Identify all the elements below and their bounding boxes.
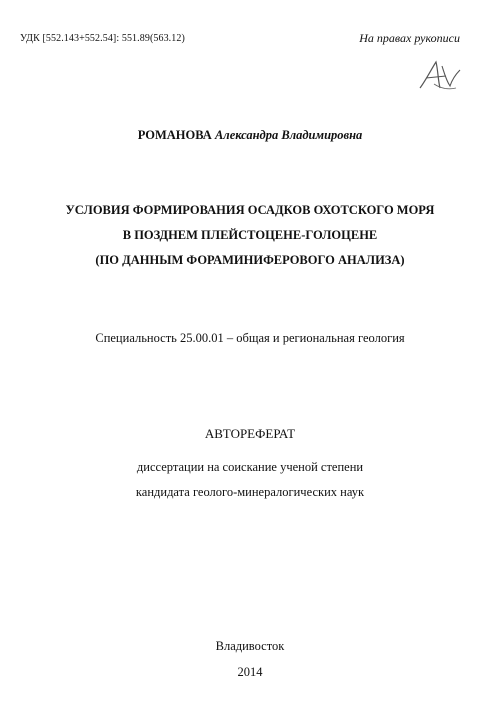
handwritten-signature xyxy=(416,58,462,94)
author-given-names: Александра Владимировна xyxy=(214,128,363,142)
dissertation-title xyxy=(0,198,500,273)
document-type: АВТОРЕФЕРАТ xyxy=(204,426,296,441)
degree-line: кандидата геолого-минералогических наук xyxy=(135,485,365,499)
author-name xyxy=(0,128,500,143)
manuscript-rights-note: На правах рукописи xyxy=(359,31,460,45)
author-surname: РОМАНОВА xyxy=(137,128,212,142)
title-line: УСЛОВИЯ ФОРМИРОВАНИЯ ОСАДКОВ ОХОТСКОГО МОРЯ xyxy=(65,203,435,217)
specialty-line: Специальность 25.00.01 – общая и региональная геология xyxy=(95,331,405,345)
udc-code: УДК [552.143+552.54]: 551.89(563.12) xyxy=(20,33,185,44)
degree-description xyxy=(0,455,500,505)
title-line: (ПО ДАННЫМ ФОРАМИНИФЕРОВОГО АНАЛИЗА) xyxy=(95,253,405,267)
title-line: В ПОЗДНЕМ ПЛЕЙСТОЦЕНЕ-ГОЛОЦЕНЕ xyxy=(122,228,378,242)
degree-line: диссертации на соискание ученой степени xyxy=(136,460,364,474)
city: Владивосток xyxy=(215,639,285,653)
year: 2014 xyxy=(237,665,263,679)
